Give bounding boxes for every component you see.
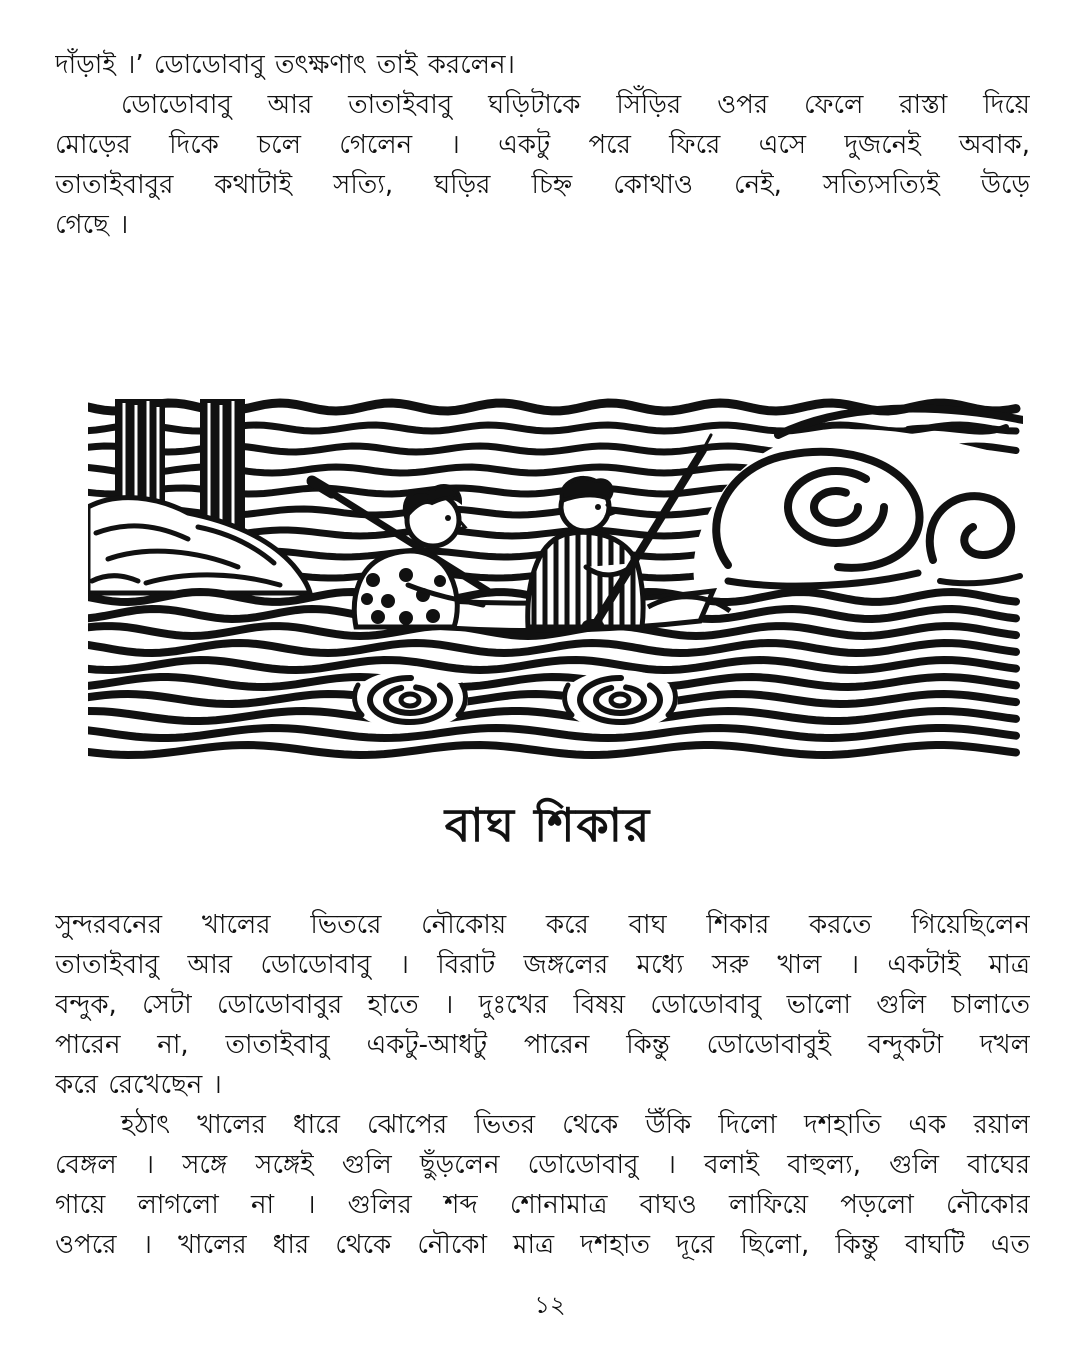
text-line: বেঙ্গল । সঙ্গে সঙ্গেই গুলি ছুঁড়লেন ডোডোবাবু । বলাই বাহুল্য, গুলি বাঘের [55, 1150, 1030, 1180]
text-line: গেছে । [55, 210, 129, 240]
rifle-butt [582, 619, 604, 631]
text-line: তাতাইবাবু আর ডোডোবাবু । বিরাট জঙ্গলের মধ্যে সরু খাল । একটাই মাত্র [55, 950, 1030, 980]
text-line: করে রেখেছেন । [55, 1070, 222, 1100]
text-line: সুন্দরবনের খালের ভিতরে নৌকোয় করে বাঘ শিকার করতে গিয়েছিলেন [55, 910, 1030, 940]
previous-story-ending [55, 45, 1030, 245]
eye [595, 504, 601, 510]
story-body [55, 905, 1030, 1265]
text-line: ওপরে । খালের ধার থেকে নৌকো মাত্র দশহাত দূরে ছিলো, কিন্তু বাঘটি এত [55, 1230, 1030, 1260]
text-line: বন্দুক, সেটা ডোডোবাবুর হাতে । দুঃখের বিষয় ডোডোবাবু ভালো গুলি চালাতে [55, 990, 1030, 1020]
text-line: দাঁড়াই ।’ ডোডোবাবু তৎক্ষণাৎ তাই করলেন। [55, 50, 515, 80]
text-line: তাতাইবাবুর কথাটাই সত্যি, ঘড়ির চিহ্ন কোথাও নেই, সত্যিসত্যিই উড়ে [55, 170, 1030, 200]
text-line: হঠাৎ খালের ধারে ঝোপের ভিতর থেকে উঁকি দিলো দশহাতি এক রয়াল [121, 1110, 1030, 1140]
text-line: গায়ে লাগলো না । গুলির শব্দ শোনামাত্র বাঘও লাফিয়ে পড়লো নৌকোর [55, 1190, 1030, 1220]
water-swirl [562, 670, 678, 730]
eye [445, 515, 451, 521]
water-swirl [352, 670, 468, 730]
text-line: ডোডোবাবু আর তাতাইবাবু ঘড়িটাকে সিঁড়ির ওপর ফেলে রাস্তা দিয়ে [121, 90, 1030, 120]
boat-tiger-hunt-illustration [88, 395, 1023, 767]
text-line: পারেন না, তাতাইবাবু একটু-আধটু পারেন কিন্তু ডোডোবাবুই বন্দুকটা দখল [55, 1030, 1030, 1060]
story-title: বাঘ শিকার [444, 798, 652, 852]
page-number: ১২ [534, 1291, 566, 1319]
text-line: মোড়ের দিকে চলে গেলেন । একটু পরে ফিরে এসে দুজনেই অবাক, [55, 130, 1030, 160]
